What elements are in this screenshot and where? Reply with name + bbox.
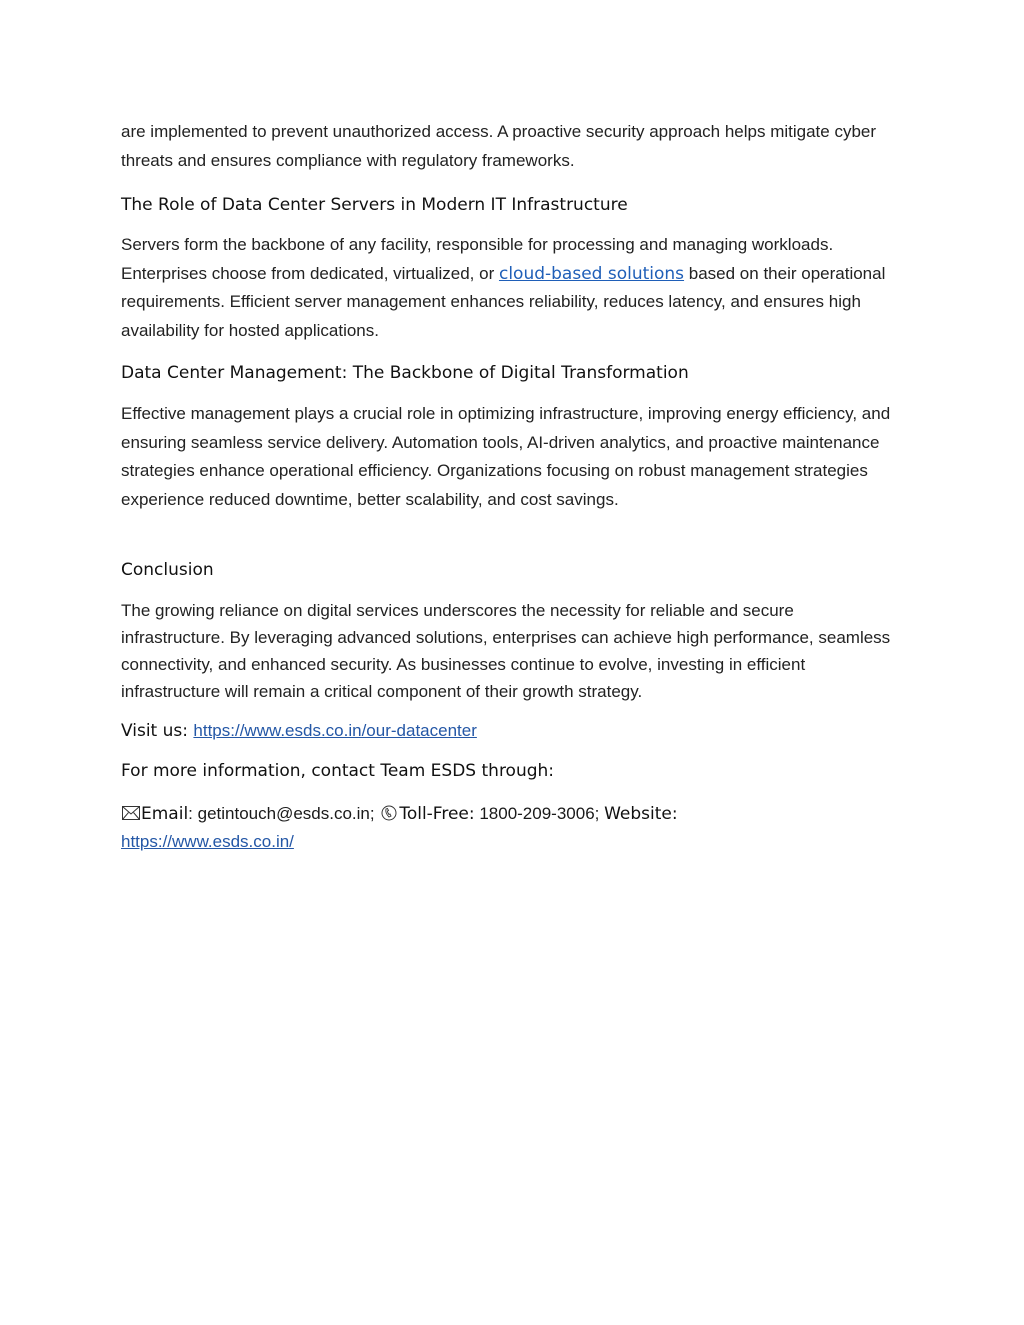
website-link[interactable]: https://www.esds.co.in/ xyxy=(121,832,294,851)
role-paragraph xyxy=(121,231,901,345)
conclusion-heading: Conclusion xyxy=(121,560,214,580)
tollfree-value: 1800-209-3006; xyxy=(474,804,605,823)
envelope-icon xyxy=(121,800,141,828)
more-info-heading: For more information, contact Team ESDS through: xyxy=(121,761,555,781)
role-text-after: based on their operational requirements. Efficient server management enhances reliability, reduces latency, and ensures high availability for hosted applications. xyxy=(121,263,886,340)
management-heading: Data Center Management: The Backbone of Digital Transformation xyxy=(121,363,689,383)
cloud-solutions-link[interactable]: cloud-based solutions xyxy=(498,263,685,284)
tollfree-label: Toll-Free: xyxy=(399,804,475,824)
contact-line xyxy=(121,800,678,856)
management-paragraph: Effective management plays a crucial role in optimizing infrastructure, improving energy efficiency, and ensuring seamless service delivery. Automation tools, AI-driven analytics, and proactive maintenance strategies enhance operational efficiency. Organizations focusing on robust management strategies experience reduced downtime, better scalability, and cost savings. xyxy=(121,404,891,509)
visit-label: Visit us: xyxy=(121,721,194,741)
datacenter-link[interactable]: https://www.esds.co.in/our-datacenter xyxy=(193,721,477,740)
conclusion-paragraph: The growing reliance on digital services underscores the necessity for reliable and secure infrastructure. By leveraging advanced solutions, enterprises can achieve high performance, seamless connectivity, and enhanced security. As businesses continue to evolve, investing in efficient infrastructure will remain a critical component of their growth strategy. xyxy=(121,601,891,701)
website-label: Website: xyxy=(604,804,678,824)
email-value: : getintouch@esds.co.in; xyxy=(188,804,380,823)
visit-line xyxy=(121,719,477,743)
phone-icon xyxy=(379,800,399,828)
intro-paragraph: are implemented to prevent unauthorized access. A proactive security approach helps mitigate cyber threats and ensures compliance with regulatory frameworks. xyxy=(121,122,877,170)
role-heading: The Role of Data Center Servers in Modern IT Infrastructure xyxy=(121,195,628,215)
email-label: Email xyxy=(141,804,189,824)
role-text-before: Servers form the backbone of any facility, responsible for processing and managing workloads. Enterprises choose from dedicated, virtualized, or xyxy=(121,235,834,283)
